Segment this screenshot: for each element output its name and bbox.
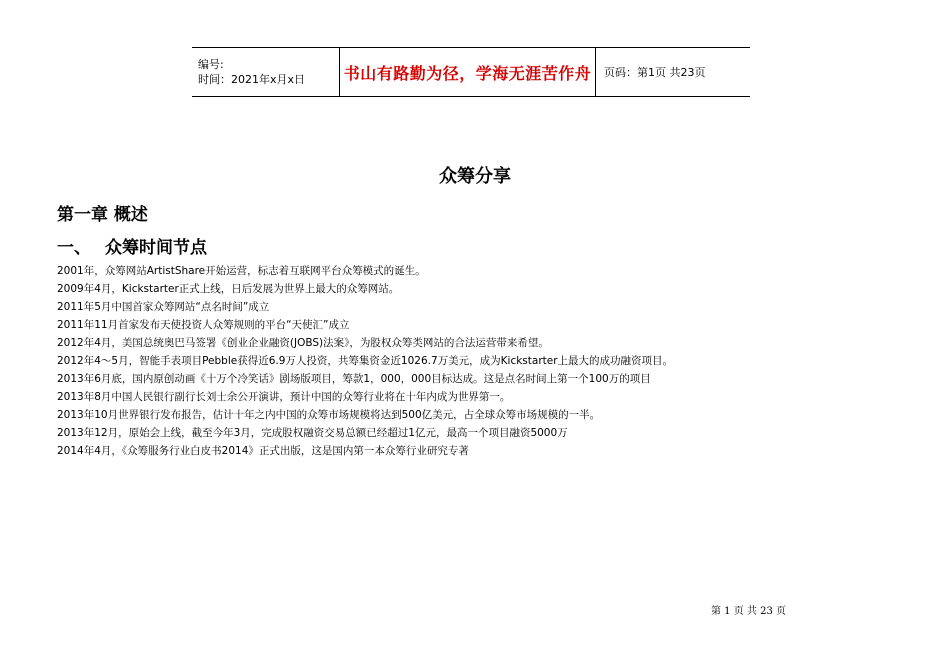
document-number-label: 编号: [198,58,224,71]
timeline-item: 2001年，众筹网站ArtistShare开始运营，标志着互联网平台众筹模式的诞生。 [57,265,426,277]
section-title: 众筹时间节点 [105,238,207,258]
document-time-label: 时间：2021年x月x日 [198,73,306,86]
timeline-item: 2011年11月首家发布天使投资人众筹规则的平台“天使汇”成立 [57,319,350,331]
timeline-item: 2011年5月中国首家众筹网站“点名时间”成立 [57,301,270,313]
timeline-item: 2013年8月中国人民银行副行长刘士余公开演讲，预计中国的众筹行业将在十年内成为世界第一。 [57,391,511,403]
timeline-item: 2012年4～5月，智能手表项目Pebble获得近6.9万人投资，共筹集资金近1026.7万美元，成为Kickstarter上最大的成功融资项目。 [57,355,674,367]
timeline-list [57,262,673,460]
timeline-item: 2009年4月，Kickstarter正式上线，日后发展为世界上最大的众筹网站。 [57,283,400,295]
document-title: 众筹分享 [439,166,511,187]
header-motto-cell [340,48,596,96]
chapter-heading: 第一章 概述 [57,205,148,225]
header-meta-cell [192,48,340,96]
header-page-cell [596,48,750,96]
section-heading [57,233,207,258]
header-motto: 书山有路勤为径，学海无涯苦作舟 [343,63,592,83]
timeline-item: 2013年10月世界银行发布报告，估计十年之内中国的众筹市场规模将达到500亿美元，占全球众筹市场规模的一半。 [57,409,601,421]
header-page-label: 页码：第1页 共23页 [604,66,706,79]
timeline-item: 2014年4月，《众筹服务行业白皮书2014》正式出版，这是国内第一本众筹行业研究专著 [57,445,469,457]
page-header-table [192,47,750,97]
timeline-item: 2012年4月，美国总统奥巴马签署《创业企业融资(JOBS)法案》，为股权众筹类网站的合法运营带来希望。 [57,337,549,349]
timeline-item: 2013年12月，原始会上线，截至今年3月，完成股权融资交易总额已经超过1亿元，最高一个项目融资5000万 [57,427,568,439]
timeline-item: 2013年6月底，国内原创动画《十万个冷笑话》剧场版项目，筹款1，000，000目标达成。这是点名时间上第一个100万的项目 [57,373,651,385]
page-footer: 第 1 页 共 23 页 [711,606,786,617]
section-number: 一、 [57,238,91,258]
